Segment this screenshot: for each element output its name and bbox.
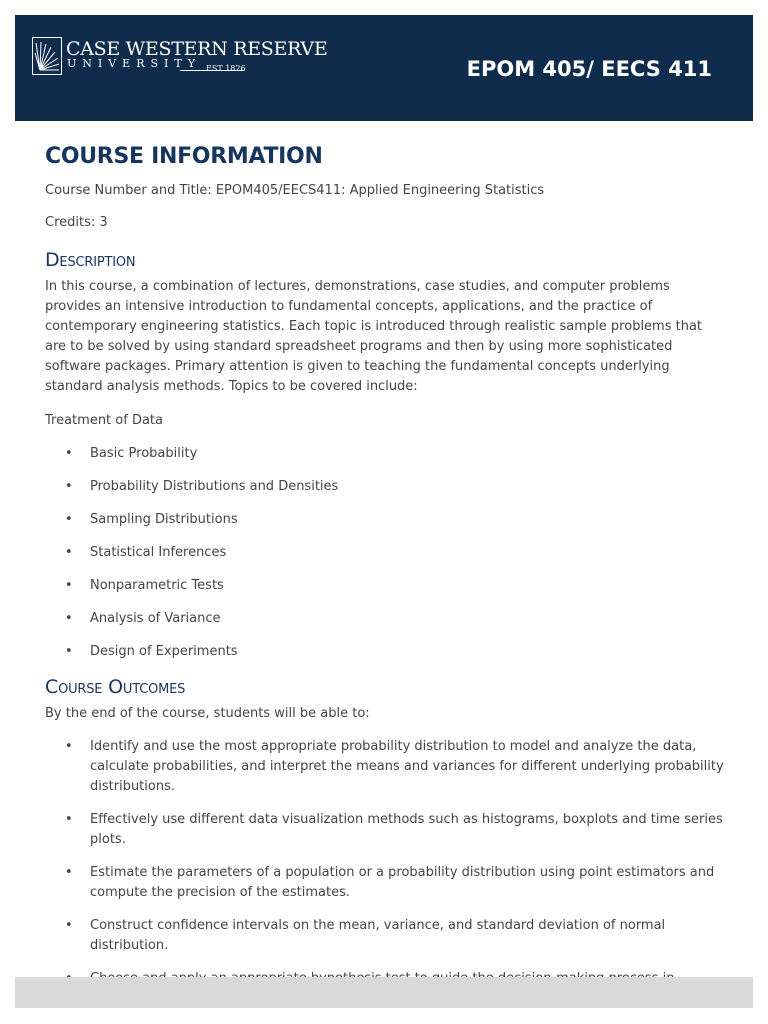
topic-item: • Nonparametric Tests	[45, 576, 725, 596]
outcomes-intro: By the end of the course, students will be able to:	[45, 706, 370, 721]
page-header	[15, 15, 753, 121]
logo-name: CASE WESTERN RESERVE	[66, 38, 328, 60]
footer-bar	[15, 977, 753, 1008]
credits: Credits: 3	[45, 215, 108, 230]
topic-item: • Sampling Distributions	[45, 510, 725, 530]
topics-list	[45, 444, 725, 662]
outcome-item: • Estimate the parameters of a population or a probability distribution using point estimators and compute the precision of the estimates.	[45, 863, 725, 903]
course-info-heading: COURSE INFORMATION	[45, 144, 323, 169]
logo-sunburst-icon	[32, 37, 62, 75]
outcomes-list	[45, 737, 725, 1009]
logo-university: UNIVERSITY	[67, 57, 201, 70]
topic-item: • Design of Experiments	[45, 642, 725, 662]
outcome-item: • Identify and use the most appropriate probability distribution to model and analyze the data, calculate probabilities, and interpret the means and variances for different underlying probability distributions.	[45, 737, 725, 797]
course-number-title: Course Number and Title: EPOM405/EECS411: Applied Engineering Statistics	[45, 183, 545, 198]
document-body	[45, 140, 725, 1009]
logo-est: EST 1826	[206, 64, 246, 73]
topics-intro: Treatment of Data	[45, 413, 163, 428]
outcomes-heading: Course Outcomes	[45, 676, 186, 698]
description-body: In this course, a combination of lectures, demonstrations, case studies, and computer problems provides an intensive introduction to fundamental concepts, applications, and the practice of contemporary engineering statistics. Each topic is introduced through realistic sample problems that are to be solved by using standard spreadsheet programs and then by using more sophisticated software packages. Primary attention is given to teaching the fundamental concepts underlying standard analysis methods. Topics to be covered include:	[45, 279, 703, 394]
topic-item: • Basic Probability	[45, 444, 725, 464]
course-code: EPOM 405/ EECS 411	[466, 57, 712, 81]
university-logo	[32, 37, 328, 81]
topic-item: • Probability Distributions and Densities	[45, 477, 725, 497]
outcome-item: • Construct confidence intervals on the mean, variance, and standard deviation of normal distribution.	[45, 916, 725, 956]
description-heading: Description	[45, 249, 136, 271]
outcome-item: • Effectively use different data visualization methods such as histograms, boxplots and time series plots.	[45, 810, 725, 850]
topic-item: • Analysis of Variance	[45, 609, 725, 629]
topic-item: • Statistical Inferences	[45, 543, 725, 563]
